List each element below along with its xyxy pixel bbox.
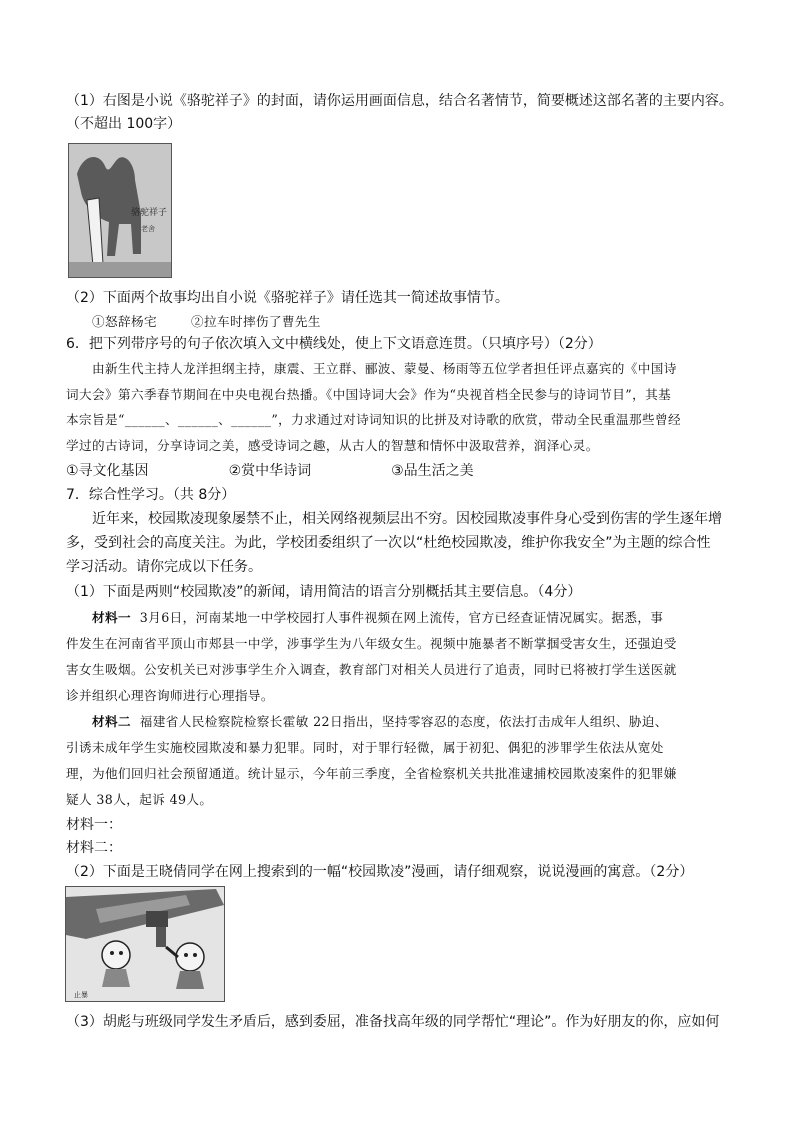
q2-prompt: （2）下面两个故事均出自小说《骆驼祥子》请任选其一简述故事情节。: [66, 290, 509, 306]
material2-line2: 引诱未成年学生实施校园欺凌和暴力犯罪。同时，对于罪行轻微，属于初犯、偶犯的涉罪学生依法从宽处: [66, 740, 664, 755]
material1-line3: 害女生吸烟。公安机关已对涉事学生介入调查，教育部门对相关人员进行了追责，同时已将被打学生送医就: [66, 662, 677, 677]
q1-prompt-line1: （1）右图是小说《骆驼祥子》的封面，请你运用画面信息，结合名著情节，简要概述这部名著的主要内容。: [66, 93, 733, 109]
material1-line1: 材料一 3月6日，河南某地一中学校园打人事件视频在网上流传，官方已经查证情况属实。据悉，事: [92, 610, 664, 625]
q6-para-line4: 学过的古诗词，分享诗词之美，感受诗词之趣，从古人的智慧和情怀中汲取营养，润泽心灵。: [66, 438, 599, 453]
material1-label: 材料一: [92, 610, 131, 625]
material2-line1: 材料二 福建省人民检察院检察长霍敏 22日指出，坚持零容忍的态度，依法打击成年人组织、胁迫、: [92, 714, 668, 729]
q6-para-line3: 本宗旨是“______、______、______”，力求通过对诗词知识的比拼及对诗歌的欣赏，带动全民重温那些曾经: [66, 412, 681, 427]
q2-option-1: ①怒辞杨宅: [92, 314, 157, 329]
q6-option-3: ③品生活之美: [391, 463, 474, 479]
bullying-cartoon-image: [65, 886, 225, 1002]
book-cover-image: [68, 143, 172, 278]
q2-option-2: ②拉车时摔伤了曹先生: [190, 314, 321, 329]
answer-label-material2: 材料二：: [66, 840, 122, 856]
material1-line2: 件发生在河南省平顶山市郏县一中学，涉事学生为八年级女生。视频中施暴者不断掌掴受害女生，还强迫受: [66, 636, 677, 651]
q6-para-line2: 词大会》第六季春节期间在中央电视台热播。《中国诗词大会》作为“央视首档全民参与的诗词节目”，其基: [66, 387, 672, 402]
material2-label: 材料二: [92, 714, 131, 729]
material1-line4: 诊并组织心理咨询师进行心理指导。: [66, 688, 274, 703]
q1-prompt-line2: （不超出 100字）: [66, 116, 182, 132]
q7-sub1-prompt: （1）下面是两则“校园欺凌”的新闻，请用简洁的语言分别概括其主要信息。（4分）: [66, 584, 582, 600]
q6-options: [66, 460, 736, 482]
cover-author: 老舍: [141, 225, 155, 233]
cartoon-illustration: [66, 887, 224, 1001]
q6-para-line1: 由新生代主持人龙洋担纲主持，康震、王立群、郦波、蒙曼、杨雨等五位学者担任评点嘉宾的《中国诗: [92, 361, 677, 376]
material2-line3: 理，为他们回归社会预留通道。统计显示，今年前三季度，全省检察机关共批准逮捕校园欺凌案件的犯罪嫌: [66, 766, 677, 781]
cover-title: 骆驼祥子: [131, 208, 168, 218]
q7-intro-line2: 多，受到社会的高度关注。为此，学校团委组织了一次以“杜绝校园欺凌，维护你我安全”为主题的综合性: [66, 535, 711, 551]
q7-sub3-prompt: （3）胡彪与班级同学发生矛盾后，感到委屈，准备找高年级的同学帮忙“理论”。作为好朋友的你，应如何: [66, 1014, 720, 1030]
q7-sub2-prompt: （2）下面是王晓倩同学在网上搜索到的一幅“校园欺凌”漫画，请仔细观察，说说漫画的寓意。（2分）: [66, 864, 694, 880]
q6-title: 6．把下列带序号的句子依次填入文中横线处，使上下文语意连贯。（只填序号）（2分）: [66, 336, 602, 352]
material2-line4: 疑人 38人，起诉 49人。: [66, 792, 213, 807]
q6-option-2: ②赏中华诗词: [228, 463, 312, 479]
q7-title: 7．综合性学习。（共 8分）: [66, 487, 236, 503]
q2-options: [92, 311, 736, 333]
q6-option-1: ①寻文化基因: [66, 463, 149, 479]
cartoon-caption: 止暴: [74, 991, 88, 999]
q7-intro-line1: 近年来，校园欺凌现象屡禁不止，相关网络视频层出不穷。因校园欺凌事件身心受到伤害的学生逐年增: [92, 511, 722, 527]
q7-intro-line3: 学习活动。请你完成以下任务。: [66, 559, 262, 575]
answer-label-material1: 材料一：: [66, 817, 122, 833]
